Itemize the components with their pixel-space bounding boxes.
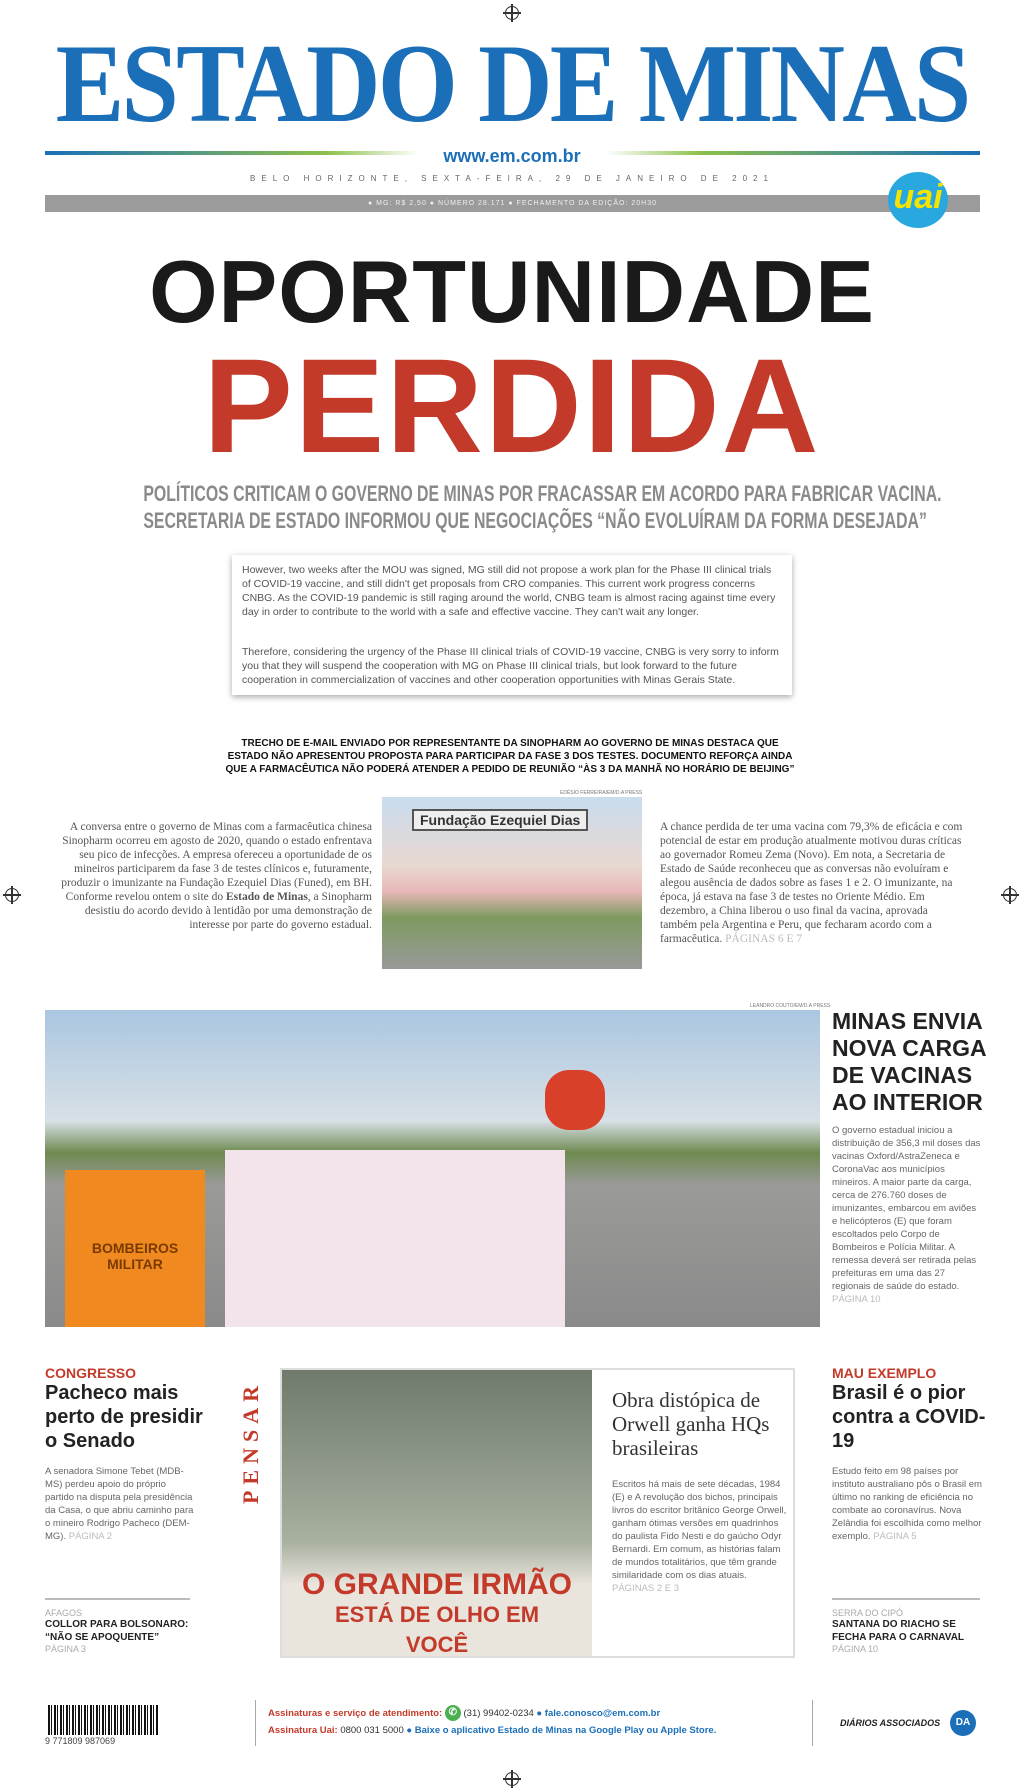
uai-logo: uai: [888, 172, 948, 228]
illustration-title-line: ESTÁ DE OLHO EM VOCÊ: [334, 1602, 540, 1657]
text-span: Escritos há mais de sete décadas, 1984 (E) e A revolução dos bichos, principais livros do escritor britânico George Orwell, ganham ótimas versões em quadrinhos do paulista Fido Nesti e do gaúcho Odyr Bernardi. Em comum, as histórias falam de mundos totalitários, que têm grande similaridade com os dias atuais.: [612, 1479, 787, 1581]
text-span: A chance perdida de ter uma vacina com 79,3% de eficácia e com potencial de estar em produção atualmente motivou duras críticas ao governador Romeu Zema (Novo). Em nota, a Secretaria de Estado de Saúde reconheceu que as conversas não evoluíram e alegou ausência de dados sobre as fases 1 e 2. O imunizante, na época, já estava na fase 3 de testes no Oriente Médio. Em dezembro, a China liberou o uso final da vacina, aprovada também pela Argentina e Peru, que fecharam acordo com a farmacêutica.: [660, 821, 963, 945]
email-excerpt: [232, 555, 792, 695]
registration-mark-icon: [5, 888, 19, 902]
masthead-title: ESTADO DE MINAS: [55, 22, 969, 146]
firefighter: BOMBEIROS MILITAR: [65, 1170, 205, 1327]
pensar-box[interactable]: [280, 1368, 795, 1658]
page-ref: PÁGINA 3: [45, 1644, 87, 1654]
pensar-text: [612, 1478, 787, 1595]
story-headline: Pacheco mais perto de presidir o Senado: [45, 1382, 203, 1452]
lead-right-text: [660, 820, 965, 946]
whatsapp-icon: ✆: [445, 1705, 461, 1721]
info-bar: [45, 195, 980, 212]
lead-headline-1: OPORTUNIDADE: [149, 242, 875, 341]
page-ref: PÁGINAS 6 E 7: [725, 933, 803, 945]
lead-left-text: [60, 820, 372, 932]
email-caption: TRECHO DE E-MAIL ENVIADO POR REPRESENTANTE DA SINOPHARM AO GOVERNO DE MINAS DESTACA QUE ESTADO NÃO APRESENTOU PROPOSTA PARA PARTICIPAR DA FASE 3 DOS TESTES. DOCUMENTO REFORÇA AINDA QUE A FARMACÊUTICA NÃO PODERÁ ATENDER A PEDIDO DE REUNIÃO “ÀS 3 DA MANHÃ NO HORÁRIO DE BEIJING”: [225, 738, 795, 775]
registration-mark-icon: [505, 6, 519, 20]
label: Assinaturas e serviço de atendimento:: [268, 1708, 443, 1719]
divider: [812, 1700, 813, 1746]
text-span: , a Sinopharm desistiu do acordo devido à lentidão por uma demonstração de interesse por parte do governo estadual.: [84, 891, 372, 931]
vaccine-box: [225, 1150, 565, 1327]
funed-sign: Fundação Ezequiel Dias: [412, 809, 588, 831]
lead-headline-2: PERDIDA: [203, 332, 821, 481]
text-span: A conversa entre o governo de Minas com a farmacêutica chinesa Sinopharm ocorreu em agosto de 2020, quando o estado enfrentava seu pico de infecções. A empresa ofereceu a oportunidade de os mineiros participarem da fase 3 de testes clínicos e, futuramente, produzir o imunizante na Fundação Ezequiel Dias (Funed), em BH. Conforme revelou ontem o site do: [61, 821, 372, 903]
label: Assinatura Uai:: [268, 1725, 338, 1736]
lead-subhead: [0, 480, 1024, 534]
dateline: BELO HORIZONTE, SEXTA-FEIRA, 29 DE JANEIRO DE 2021: [250, 174, 774, 183]
page-ref: PÁGINA 5: [873, 1531, 917, 1542]
illustration-title: [302, 1570, 572, 1660]
barcode: [48, 1705, 158, 1735]
photo-credit: LEANDRO COUTO/EM/D.A PRESS: [750, 1003, 831, 1009]
page-ref: PÁGINA 10: [832, 1294, 881, 1305]
email-paragraph: Therefore, considering the urgency of the Phase III clinical trials of COVID-19 vaccine, CNBG is very sorry to inform you that they will suspend the cooperation with MG on Phase III clinical trials, but look forward to the future cooperation in commercialization of vaccines and other cooperation opportunities with Minas Gerais State.: [242, 646, 779, 686]
kicker: CONGRESSO: [45, 1365, 137, 1381]
story-headline: SANTANA DO RIACHO SE FECHA PARA O CARNAVAL: [832, 1619, 965, 1643]
vaccine-headline: MINAS ENVIA NOVA CARGA DE VACINAS AO INTERIOR: [832, 1008, 986, 1115]
afagos-story[interactable]: [45, 1608, 195, 1654]
publisher-name: DIÁRIOS ASSOCIADOS: [840, 1718, 941, 1728]
pensar-headline: Obra distópica de Orwell ganha HQs brasileiras: [612, 1388, 770, 1460]
story-text: [45, 1465, 195, 1543]
illustration-title-line: O GRANDE IRMÃO: [302, 1568, 572, 1601]
divider: [255, 1700, 256, 1746]
text-span: A senadora Simone Tebet (MDB-MS) perdeu apoio do próprio partido na disputa pela presidência da Casa, o que abriu caminho para o mineiro Rodrigo Pacheco (DEM-MG).: [45, 1466, 194, 1542]
divider: [832, 1598, 980, 1600]
footer-contact: [268, 1705, 808, 1739]
email-paragraph: However, two weeks after the MOU was signed, MG still did not propose a work plan for the Phase III clinical trials of COVID-19 vaccine, and still didn't get proposals from CRO companies. This current work progress concerns CNBG. As the COVID-19 pandemic is still raging around the world, CNBG team is almost racing against time every day in order to contribute to the world with a safe and effective vaccine. They can't wait any longer.: [242, 564, 776, 618]
kicker: AFAGOS: [45, 1608, 83, 1618]
app-promo[interactable]: ● Baixe o aplicativo Estado de Minas na Google Play ou Apple Store.: [406, 1725, 717, 1736]
story-headline: Brasil é o pior contra a COVID-19: [832, 1382, 986, 1452]
subhead-line: POLÍTICOS CRITICAM O GOVERNO DE MINAS POR FRACASSAR EM ACORDO PARA FABRICAR VACINA.: [143, 481, 942, 506]
barcode-number: 9 771809 987069: [45, 1736, 116, 1746]
photo-credit: EDÉSIO FERREIRA/EM/D.A PRESS: [560, 790, 643, 796]
kicker: SERRA DO CIPÓ: [832, 1608, 904, 1618]
divider: [45, 1598, 190, 1600]
story-headline: COLLOR PARA BOLSONARO: “NÃO SE APOQUENTE”: [45, 1619, 189, 1643]
page-ref: PÁGINA 2: [68, 1531, 113, 1542]
publisher-logo: DA: [950, 1710, 976, 1736]
phone[interactable]: (31) 99402-0234: [463, 1708, 534, 1719]
helicopter: [545, 1070, 605, 1130]
funed-photo: [382, 797, 642, 969]
mau-exemplo-story[interactable]: [832, 1365, 992, 1543]
info-bar-text: ● MG: R$ 2,50 ● NÚMERO 28.171 ● FECHAMENTO DA EDIÇÃO: 20H30: [367, 200, 657, 207]
pensar-story: [612, 1388, 787, 1595]
serra-story[interactable]: [832, 1608, 987, 1654]
pensar-section-label: PENSAR: [238, 1380, 263, 1505]
phone[interactable]: 0800 031 5000: [340, 1725, 404, 1736]
text-bold: Estado de Minas: [226, 891, 308, 903]
story-text: [832, 1465, 987, 1543]
vaccine-photo: [45, 1010, 820, 1327]
page-ref: PÁGINA 10: [832, 1644, 879, 1654]
registration-mark-icon: [505, 1772, 519, 1786]
congresso-story[interactable]: [45, 1365, 205, 1543]
email-link[interactable]: ● fale.conosco@em.com.br: [536, 1708, 661, 1719]
text-span: Estudo feito em 98 países por instituto australiano pôs o Brasil em último no ranking de eficiência no combate ao coronavírus. Nova Zelândia foi escolhida como melhor exemplo.: [832, 1466, 982, 1542]
vaccine-text: [832, 1124, 982, 1306]
kicker: MAU EXEMPLO: [832, 1365, 937, 1381]
text-span: O governo estadual iniciou a distribuição de 356,3 mil doses das vacinas Oxford/AstraZeneca e CoronaVac aos municípios mineiros. A maior parte da carga, cerca de 276.760 doses de imunizantes, embarcou em aviões e helicópteros (E) que foram escoltados pelo Corpo de Bombeiros e Polícia Militar. A remessa deverá ser retirada pelas prefeituras em uma das 27 regionais de saúde do estado.: [832, 1125, 981, 1292]
masthead-url[interactable]: www.em.com.br: [443, 146, 581, 166]
vaccine-story[interactable]: [832, 1008, 992, 1306]
registration-mark-icon: [1003, 888, 1017, 902]
big-brother-illustration: [282, 1370, 592, 1656]
subhead-line: SECRETARIA DE ESTADO INFORMOU QUE NEGOCIAÇÕES “NÃO EVOLUÍRAM DA FORMA DESEJADA”: [143, 508, 927, 533]
page-ref: PÁGINAS 2 E 3: [612, 1583, 680, 1594]
